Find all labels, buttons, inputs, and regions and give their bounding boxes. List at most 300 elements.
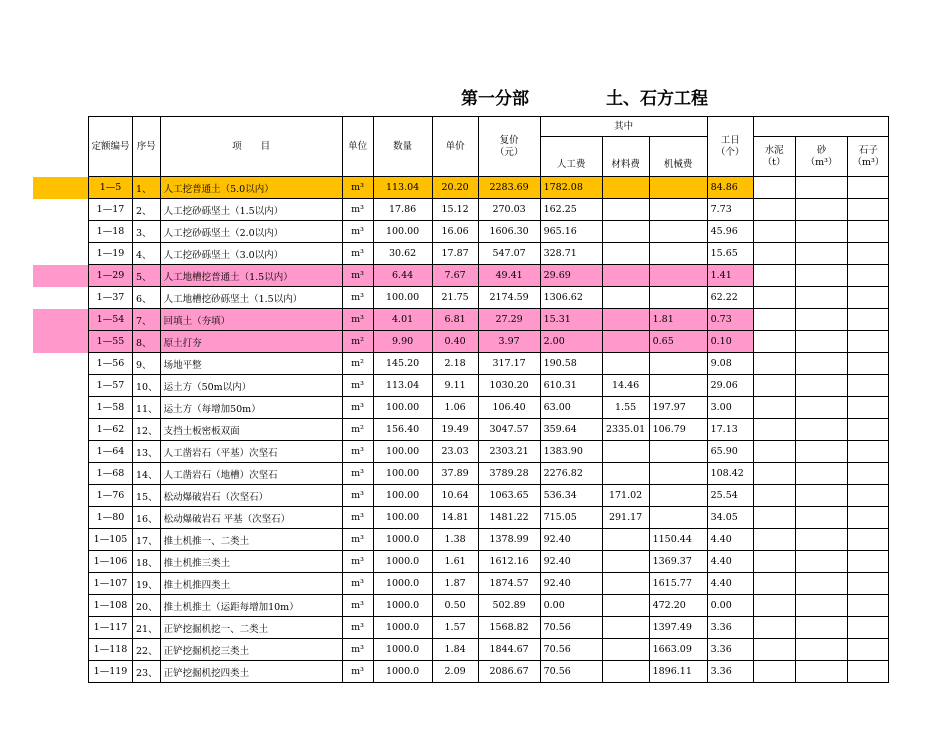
- cell-empty: [795, 375, 848, 397]
- header-qty: 数量: [373, 117, 432, 177]
- cell-labor: 92.40: [540, 573, 602, 595]
- cell-workday: 1.41: [707, 265, 753, 287]
- cell-qty: 100.00: [373, 397, 432, 419]
- cell-material: [602, 331, 649, 353]
- cell-labor: 92.40: [540, 551, 602, 573]
- cell-qty: 145.20: [373, 353, 432, 375]
- cell-empty: [753, 309, 795, 331]
- cell-seq: 17、: [133, 529, 161, 551]
- title-name: 土、石方工程: [606, 89, 708, 109]
- cell-code: 1—107: [89, 573, 133, 595]
- cell-item: 人工地槽挖普通土（1.5以内）: [160, 265, 342, 287]
- cell-empty: [795, 617, 848, 639]
- cell-qty: 100.00: [373, 507, 432, 529]
- cell-item: 正铲挖掘机挖一、二类土: [160, 617, 342, 639]
- cell-empty: [848, 551, 889, 573]
- cell-total: 3789.28: [478, 463, 540, 485]
- cell-qty: 113.04: [373, 375, 432, 397]
- cell-machine: [649, 353, 707, 375]
- cell-seq: 2、: [133, 199, 161, 221]
- cell-machine: [649, 375, 707, 397]
- cell-unit: m³: [342, 221, 373, 243]
- cell-empty: [848, 397, 889, 419]
- cell-code: 1—64: [89, 441, 133, 463]
- cell-labor: 328.71: [540, 243, 602, 265]
- cell-machine: [649, 463, 707, 485]
- cell-empty: [795, 529, 848, 551]
- cell-seq: 9、: [133, 353, 161, 375]
- header-sand: 砂（m³）: [795, 137, 848, 177]
- cell-material: 1.55: [602, 397, 649, 419]
- cell-qty: 1000.0: [373, 529, 432, 551]
- cell-unit: m³: [342, 287, 373, 309]
- cell-code: 1—18: [89, 221, 133, 243]
- cell-material: [602, 463, 649, 485]
- cell-workday: 0.10: [707, 331, 753, 353]
- header-cement: 水泥（t）: [753, 137, 795, 177]
- cell-labor: 70.56: [540, 617, 602, 639]
- header-total: 复价（元）: [478, 117, 540, 177]
- cell-labor: 63.00: [540, 397, 602, 419]
- header-code: 定额编号: [89, 117, 133, 177]
- cell-code: 1—58: [89, 397, 133, 419]
- cell-empty: [753, 287, 795, 309]
- cell-workday: 45.96: [707, 221, 753, 243]
- row-highlight-band: [33, 331, 88, 353]
- cell-empty: [795, 221, 848, 243]
- cell-material: [602, 177, 649, 199]
- cell-material: [602, 529, 649, 551]
- cell-empty: [795, 177, 848, 199]
- cell-material: 171.02: [602, 485, 649, 507]
- cell-empty: [753, 375, 795, 397]
- cell-item: 正铲挖掘机挖三类土: [160, 639, 342, 661]
- cell-machine: [649, 177, 707, 199]
- cell-seq: 7、: [133, 309, 161, 331]
- cell-unit: m³: [342, 485, 373, 507]
- cell-total: 1378.99: [478, 529, 540, 551]
- cell-code: 1—118: [89, 639, 133, 661]
- row-highlight-band: [33, 177, 88, 199]
- cell-price: 14.81: [432, 507, 478, 529]
- header-stone: 石子（m³）: [848, 137, 889, 177]
- cell-machine: [649, 265, 707, 287]
- cell-unit: m³: [342, 397, 373, 419]
- cell-seq: 8、: [133, 331, 161, 353]
- cell-seq: 4、: [133, 243, 161, 265]
- cell-empty: [753, 419, 795, 441]
- table-row: [89, 419, 889, 441]
- cell-total: 547.07: [478, 243, 540, 265]
- cell-labor: 29.69: [540, 265, 602, 287]
- table-row: [89, 353, 889, 375]
- cell-labor: 1306.62: [540, 287, 602, 309]
- cell-empty: [848, 375, 889, 397]
- cell-code: 1—108: [89, 595, 133, 617]
- cell-empty: [753, 463, 795, 485]
- cell-workday: 15.65: [707, 243, 753, 265]
- row-highlight-band: [33, 309, 88, 331]
- cell-seq: 16、: [133, 507, 161, 529]
- cell-machine: 1663.09: [649, 639, 707, 661]
- cell-code: 1—105: [89, 529, 133, 551]
- cell-material: [602, 221, 649, 243]
- cell-workday: 7.73: [707, 199, 753, 221]
- cell-empty: [753, 221, 795, 243]
- cell-empty: [753, 573, 795, 595]
- cell-empty: [795, 441, 848, 463]
- cell-machine: [649, 243, 707, 265]
- cell-total: 1874.57: [478, 573, 540, 595]
- cell-empty: [848, 529, 889, 551]
- cell-empty: [848, 331, 889, 353]
- cell-item: 人工挖砂砾坚土（3.0以内）: [160, 243, 342, 265]
- cell-price: 0.40: [432, 331, 478, 353]
- cell-total: 3.97: [478, 331, 540, 353]
- cell-workday: 0.00: [707, 595, 753, 617]
- cell-qty: 1000.0: [373, 617, 432, 639]
- cell-empty: [848, 639, 889, 661]
- cell-empty: [795, 287, 848, 309]
- cell-unit: m²: [342, 353, 373, 375]
- cell-price: 10.64: [432, 485, 478, 507]
- cell-material: 2335.01: [602, 419, 649, 441]
- cell-total: 49.41: [478, 265, 540, 287]
- cell-total: 1568.82: [478, 617, 540, 639]
- cell-machine: [649, 507, 707, 529]
- cell-empty: [795, 331, 848, 353]
- cell-qty: 156.40: [373, 419, 432, 441]
- cell-unit: m³: [342, 661, 373, 683]
- cell-empty: [848, 595, 889, 617]
- cell-qty: 1000.0: [373, 639, 432, 661]
- cell-labor: 190.58: [540, 353, 602, 375]
- cell-code: 1—56: [89, 353, 133, 375]
- quota-table: [88, 116, 889, 683]
- cell-price: 21.75: [432, 287, 478, 309]
- cell-price: 20.20: [432, 177, 478, 199]
- cell-price: 7.67: [432, 265, 478, 287]
- cell-price: 1.87: [432, 573, 478, 595]
- cell-code: 1—57: [89, 375, 133, 397]
- cell-seq: 15、: [133, 485, 161, 507]
- cell-item: 人工凿岩石（平基）次坚石: [160, 441, 342, 463]
- header-machine: 机械费: [649, 137, 707, 177]
- cell-material: [602, 265, 649, 287]
- cell-unit: m³: [342, 199, 373, 221]
- cell-unit: m³: [342, 375, 373, 397]
- cell-unit: m²: [342, 419, 373, 441]
- cell-code: 1—80: [89, 507, 133, 529]
- cell-item: 正铲挖掘机挖四类土: [160, 661, 342, 683]
- cell-labor: 15.31: [540, 309, 602, 331]
- cell-price: 15.12: [432, 199, 478, 221]
- table-row: [89, 485, 889, 507]
- cell-unit: m³: [342, 573, 373, 595]
- cell-unit: m³: [342, 463, 373, 485]
- cell-empty: [848, 265, 889, 287]
- cell-item: 人工挖普通土（5.0以内）: [160, 177, 342, 199]
- cell-unit: m³: [342, 309, 373, 331]
- cell-qty: 6.44: [373, 265, 432, 287]
- cell-total: 2283.69: [478, 177, 540, 199]
- cell-empty: [848, 573, 889, 595]
- cell-total: 2303.21: [478, 441, 540, 463]
- page-title: [0, 84, 950, 109]
- cell-empty: [753, 397, 795, 419]
- cell-machine: 1896.11: [649, 661, 707, 683]
- cell-workday: 3.36: [707, 639, 753, 661]
- cell-empty: [795, 419, 848, 441]
- cell-unit: m³: [342, 617, 373, 639]
- cell-total: 1063.65: [478, 485, 540, 507]
- cell-workday: 17.13: [707, 419, 753, 441]
- cell-material: [602, 661, 649, 683]
- cell-labor: 0.00: [540, 595, 602, 617]
- cell-unit: m³: [342, 441, 373, 463]
- cell-empty: [753, 639, 795, 661]
- cell-item: 松动爆破岩石（次坚石）: [160, 485, 342, 507]
- cell-code: 1—29: [89, 265, 133, 287]
- cell-seq: 20、: [133, 595, 161, 617]
- cell-total: 3047.57: [478, 419, 540, 441]
- header-price: 单价: [432, 117, 478, 177]
- cell-labor: 2.00: [540, 331, 602, 353]
- cell-empty: [795, 639, 848, 661]
- cell-code: 1—106: [89, 551, 133, 573]
- cell-code: 1—37: [89, 287, 133, 309]
- cell-total: 1481.22: [478, 507, 540, 529]
- cell-price: 37.89: [432, 463, 478, 485]
- cell-empty: [848, 507, 889, 529]
- cell-empty: [753, 661, 795, 683]
- cell-empty: [753, 331, 795, 353]
- cell-machine: 1397.49: [649, 617, 707, 639]
- header-workday: 工日（个）: [707, 117, 753, 177]
- cell-empty: [795, 551, 848, 573]
- cell-labor: 536.34: [540, 485, 602, 507]
- cell-workday: 108.42: [707, 463, 753, 485]
- cell-seq: 1、: [133, 177, 161, 199]
- table-row: [89, 639, 889, 661]
- cell-material: [602, 353, 649, 375]
- cell-price: 1.38: [432, 529, 478, 551]
- cell-qty: 30.62: [373, 243, 432, 265]
- cell-item: 运土方（50m以内）: [160, 375, 342, 397]
- table-row: [89, 309, 889, 331]
- cell-price: 16.06: [432, 221, 478, 243]
- cell-material: [602, 199, 649, 221]
- header-unit: 单位: [342, 117, 373, 177]
- cell-price: 23.03: [432, 441, 478, 463]
- cell-empty: [753, 441, 795, 463]
- cell-empty: [848, 463, 889, 485]
- cell-machine: [649, 441, 707, 463]
- cell-workday: 3.00: [707, 397, 753, 419]
- cell-machine: [649, 485, 707, 507]
- cell-item: 推土机推一、二类土: [160, 529, 342, 551]
- cell-qty: 1000.0: [373, 595, 432, 617]
- header-of-which: 其中: [540, 117, 707, 137]
- cell-empty: [848, 419, 889, 441]
- cell-workday: 25.54: [707, 485, 753, 507]
- cell-unit: m³: [342, 177, 373, 199]
- cell-machine: [649, 199, 707, 221]
- cell-code: 1—76: [89, 485, 133, 507]
- cell-qty: 1000.0: [373, 573, 432, 595]
- cell-item: 人工凿岩石（地槽）次坚石: [160, 463, 342, 485]
- cell-price: 17.87: [432, 243, 478, 265]
- table-row: [89, 265, 889, 287]
- cell-unit: m³: [342, 507, 373, 529]
- cell-empty: [795, 353, 848, 375]
- cell-item: 运土方（每增加50m）: [160, 397, 342, 419]
- cell-machine: 106.79: [649, 419, 707, 441]
- cell-total: 2174.59: [478, 287, 540, 309]
- cell-material: [602, 309, 649, 331]
- cell-empty: [848, 441, 889, 463]
- cell-code: 1—117: [89, 617, 133, 639]
- cell-material: [602, 441, 649, 463]
- cell-unit: m³: [342, 595, 373, 617]
- cell-seq: 18、: [133, 551, 161, 573]
- cell-item: 场地平整: [160, 353, 342, 375]
- cell-seq: 6、: [133, 287, 161, 309]
- cell-code: 1—119: [89, 661, 133, 683]
- cell-workday: 65.90: [707, 441, 753, 463]
- cell-price: 19.49: [432, 419, 478, 441]
- cell-empty: [795, 199, 848, 221]
- cell-total: 1030.20: [478, 375, 540, 397]
- cell-total: 1844.67: [478, 639, 540, 661]
- cell-empty: [848, 221, 889, 243]
- cell-empty: [753, 485, 795, 507]
- cell-qty: 100.00: [373, 441, 432, 463]
- cell-item: 推土机推三类土: [160, 551, 342, 573]
- cell-empty: [753, 265, 795, 287]
- cell-machine: 1150.44: [649, 529, 707, 551]
- cell-workday: 29.06: [707, 375, 753, 397]
- cell-seq: 19、: [133, 573, 161, 595]
- cell-total: 317.17: [478, 353, 540, 375]
- cell-empty: [795, 573, 848, 595]
- cell-code: 1—5: [89, 177, 133, 199]
- table-row: [89, 199, 889, 221]
- cell-item: 人工挖砂砾坚土（2.0以内）: [160, 221, 342, 243]
- cell-workday: 4.40: [707, 573, 753, 595]
- table-row: [89, 287, 889, 309]
- cell-workday: 62.22: [707, 287, 753, 309]
- cell-total: 27.29: [478, 309, 540, 331]
- cell-qty: 100.00: [373, 287, 432, 309]
- cell-unit: m³: [342, 265, 373, 287]
- cell-machine: 1615.77: [649, 573, 707, 595]
- row-highlight-band: [33, 265, 88, 287]
- table-row: [89, 221, 889, 243]
- cell-empty: [848, 661, 889, 683]
- table-row: [89, 177, 889, 199]
- cell-machine: 0.65: [649, 331, 707, 353]
- cell-seq: 23、: [133, 661, 161, 683]
- cell-seq: 3、: [133, 221, 161, 243]
- cell-labor: 965.16: [540, 221, 602, 243]
- table-row: [89, 375, 889, 397]
- cell-seq: 12、: [133, 419, 161, 441]
- cell-workday: 4.40: [707, 529, 753, 551]
- cell-empty: [795, 595, 848, 617]
- table-row: [89, 617, 889, 639]
- cell-qty: 17.86: [373, 199, 432, 221]
- table-row: [89, 441, 889, 463]
- cell-item: 支挡土板密板双面: [160, 419, 342, 441]
- cell-material: 14.46: [602, 375, 649, 397]
- cell-empty: [795, 507, 848, 529]
- header-item: 项 目: [160, 117, 342, 177]
- cell-item: 推土机推四类土: [160, 573, 342, 595]
- cell-labor: 1782.08: [540, 177, 602, 199]
- cell-empty: [795, 397, 848, 419]
- cell-item: 松动爆破岩石 平基（次坚石）: [160, 507, 342, 529]
- cell-item: 人工挖砂砾坚土（1.5以内）: [160, 199, 342, 221]
- cell-total: 1612.16: [478, 551, 540, 573]
- cell-workday: 3.36: [707, 661, 753, 683]
- cell-price: 1.57: [432, 617, 478, 639]
- cell-seq: 14、: [133, 463, 161, 485]
- cell-labor: 1383.90: [540, 441, 602, 463]
- cell-empty: [795, 265, 848, 287]
- cell-machine: [649, 287, 707, 309]
- cell-code: 1—17: [89, 199, 133, 221]
- cell-qty: 100.00: [373, 485, 432, 507]
- cell-qty: 9.90: [373, 331, 432, 353]
- cell-empty: [848, 485, 889, 507]
- table-row: [89, 397, 889, 419]
- cell-empty: [848, 177, 889, 199]
- cell-qty: 113.04: [373, 177, 432, 199]
- cell-price: 0.50: [432, 595, 478, 617]
- cell-empty: [795, 243, 848, 265]
- cell-item: 原土打夯: [160, 331, 342, 353]
- cell-qty: 100.00: [373, 221, 432, 243]
- cell-unit: m²: [342, 331, 373, 353]
- cell-qty: 100.00: [373, 463, 432, 485]
- cell-machine: 1369.37: [649, 551, 707, 573]
- cell-material: [602, 639, 649, 661]
- cell-empty: [753, 529, 795, 551]
- cell-labor: 715.05: [540, 507, 602, 529]
- cell-material: [602, 595, 649, 617]
- cell-price: 1.06: [432, 397, 478, 419]
- cell-empty: [753, 595, 795, 617]
- cell-seq: 10、: [133, 375, 161, 397]
- table-row: [89, 331, 889, 353]
- cell-empty: [753, 243, 795, 265]
- cell-machine: 472.20: [649, 595, 707, 617]
- cell-material: [602, 287, 649, 309]
- cell-material: [602, 551, 649, 573]
- cell-empty: [795, 661, 848, 683]
- cell-labor: 70.56: [540, 661, 602, 683]
- cell-total: 106.40: [478, 397, 540, 419]
- header-material-blank: [753, 117, 889, 137]
- table-row: [89, 243, 889, 265]
- cell-item: 推土机推土（运距每增加10m）: [160, 595, 342, 617]
- cell-unit: m³: [342, 639, 373, 661]
- cell-total: 270.03: [478, 199, 540, 221]
- cell-workday: 3.36: [707, 617, 753, 639]
- cell-seq: 13、: [133, 441, 161, 463]
- table-row: [89, 661, 889, 683]
